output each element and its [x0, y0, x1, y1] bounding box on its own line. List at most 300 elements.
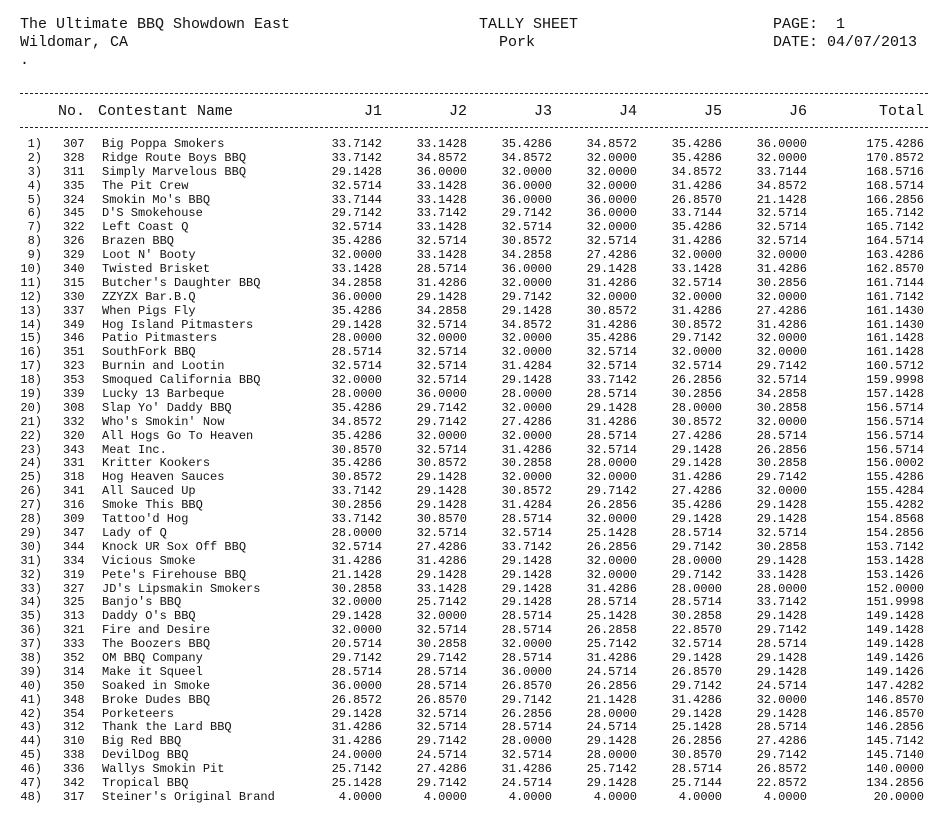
row-j2-score: 32.5714 [416, 234, 467, 249]
row-j3-score: 26.2856 [501, 706, 552, 721]
row-j2-score: 32.0000 [416, 428, 467, 443]
table-row [0, 263, 950, 277]
row-entry-no: 340 [63, 262, 85, 277]
row-rank: 6) [27, 206, 42, 221]
row-j3-score: 32.0000 [501, 275, 552, 290]
row-j6-score: 29.1428 [756, 609, 807, 624]
row-j2-score: 29.7142 [416, 775, 467, 790]
row-rank: 41) [20, 692, 42, 707]
row-contestant-name: Tattoo'd Hog [102, 512, 189, 527]
row-j5-score: 35.4286 [671, 498, 722, 513]
row-j6-score: 34.8572 [756, 178, 807, 193]
row-contestant-name: Make it Squeel [102, 664, 203, 679]
row-j1-score: 29.7142 [331, 650, 382, 665]
row-j3-score: 32.0000 [501, 428, 552, 443]
row-j1-score: 34.2858 [331, 275, 382, 290]
row-j4-score: 31.4286 [586, 275, 637, 290]
row-total-score: 156.5714 [866, 428, 924, 443]
row-j1-score: 30.2856 [331, 498, 382, 513]
row-j2-score: 33.1428 [416, 178, 467, 193]
row-total-score: 157.1428 [866, 387, 924, 402]
row-entry-no: 350 [63, 678, 85, 693]
row-total-score: 146.8570 [866, 692, 924, 707]
table-row [0, 721, 950, 735]
row-contestant-name: Lucky 13 Barbeque [102, 387, 225, 402]
row-j4-score: 27.4286 [586, 248, 637, 263]
row-total-score: 159.9998 [866, 373, 924, 388]
row-total-score: 155.4286 [866, 470, 924, 485]
row-j4-score: 32.5714 [586, 442, 637, 457]
row-contestant-name: Simply Marvelous BBQ [102, 164, 247, 179]
row-total-score: 20.0000 [873, 789, 924, 804]
row-j4-score: 32.0000 [586, 289, 637, 304]
row-rank: 27) [20, 498, 42, 513]
table-row [0, 430, 950, 444]
row-total-score: 154.2856 [866, 525, 924, 540]
row-j4-score: 29.1428 [586, 734, 637, 749]
row-j6-score: 28.5714 [756, 720, 807, 735]
row-entry-no: 354 [63, 706, 85, 721]
row-contestant-name: The Pit Crew [102, 178, 189, 193]
col-header-name: Contestant Name [98, 103, 234, 120]
row-total-score: 146.8570 [866, 706, 924, 721]
table-row [0, 569, 950, 583]
row-entry-no: 307 [63, 137, 85, 151]
row-j3-score: 32.0000 [501, 470, 552, 485]
row-j2-score: 29.7142 [416, 400, 467, 415]
row-j2-score: 30.8570 [416, 512, 467, 527]
table-row [0, 652, 950, 666]
row-rank: 4) [27, 178, 42, 193]
row-entry-no: 326 [63, 234, 85, 249]
row-j1-score: 28.5714 [331, 664, 382, 679]
row-j6-score: 26.2856 [756, 442, 807, 457]
row-entry-no: 335 [63, 178, 85, 193]
row-j1-score: 31.4286 [331, 553, 382, 568]
row-contestant-name: Slap Yo' Daddy BBQ [102, 400, 232, 415]
col-header-no: No. [58, 103, 86, 120]
row-total-score: 161.1428 [866, 331, 924, 346]
row-j4-score: 25.7142 [586, 762, 637, 777]
col-header-j6: J6 [788, 103, 807, 120]
row-contestant-name: Thank the Lard BBQ [102, 720, 232, 735]
row-j1-score: 33.7142 [331, 484, 382, 499]
row-total-score: 146.2856 [866, 720, 924, 735]
row-j3-score: 34.8572 [501, 317, 552, 332]
row-total-score: 161.7142 [866, 289, 924, 304]
row-j2-score: 32.5714 [416, 720, 467, 735]
row-j5-score: 29.1428 [671, 456, 722, 471]
row-j2-score: 28.5714 [416, 678, 467, 693]
sheet-date: DATE: 04/07/2013 [773, 34, 918, 51]
col-header-j2: J2 [448, 103, 467, 120]
table-row [0, 180, 950, 194]
row-j4-score: 25.1428 [586, 525, 637, 540]
row-j1-score: 28.0000 [331, 331, 382, 346]
row-total-score: 161.1428 [866, 345, 924, 360]
row-contestant-name: ZZYZX Bar.B.Q [102, 289, 196, 304]
row-j6-score: 30.2858 [756, 456, 807, 471]
row-rank: 38) [20, 650, 42, 665]
row-total-score: 161.7144 [866, 275, 924, 290]
row-contestant-name: DevilDog BBQ [102, 748, 189, 763]
row-total-score: 164.5714 [866, 234, 924, 249]
row-j1-score: 30.8572 [331, 470, 382, 485]
row-j2-score: 32.5714 [416, 706, 467, 721]
row-j1-score: 35.4286 [331, 234, 382, 249]
row-j6-score: 29.7142 [756, 748, 807, 763]
row-j6-score: 29.7142 [756, 470, 807, 485]
row-rank: 24) [20, 456, 42, 471]
category-name: Pork [499, 34, 536, 51]
row-j6-score: 29.7142 [756, 623, 807, 638]
row-rank: 40) [20, 678, 42, 693]
row-j3-score: 26.8570 [501, 678, 552, 693]
col-header-j3: J3 [533, 103, 552, 120]
row-j5-score: 29.7142 [671, 539, 722, 554]
row-rank: 37) [20, 637, 42, 652]
row-j5-score: 28.0000 [671, 400, 722, 415]
row-total-score: 170.8572 [866, 150, 924, 165]
row-rank: 42) [20, 706, 42, 721]
row-j1-score: 29.1428 [331, 317, 382, 332]
table-row [0, 249, 950, 263]
row-rank: 11) [20, 275, 42, 290]
row-j4-score: 25.7142 [586, 637, 637, 652]
row-entry-no: 318 [63, 470, 85, 485]
row-j3-score: 28.5714 [501, 512, 552, 527]
row-entry-no: 324 [63, 192, 85, 207]
row-j3-score: 36.0000 [501, 664, 552, 679]
row-contestant-name: Daddy O's BBQ [102, 609, 196, 624]
row-j5-score: 27.4286 [671, 428, 722, 443]
row-entry-no: 309 [63, 512, 85, 527]
row-rank: 48) [20, 789, 42, 804]
row-j5-score: 32.5714 [671, 275, 722, 290]
row-j6-score: 29.1428 [756, 706, 807, 721]
row-total-score: 160.5712 [866, 359, 924, 374]
row-j2-score: 33.1428 [416, 581, 467, 596]
row-j5-score: 28.5714 [671, 762, 722, 777]
row-contestant-name: Burnin and Lootin [102, 359, 225, 374]
row-contestant-name: Ridge Route Boys BBQ [102, 150, 247, 165]
row-j5-score: 32.5714 [671, 359, 722, 374]
row-entry-no: 315 [63, 275, 85, 290]
row-j2-score: 4.0000 [423, 789, 467, 804]
row-rank: 10) [20, 262, 42, 277]
row-j3-score: 32.5714 [501, 748, 552, 763]
table-row [0, 777, 950, 791]
row-j1-score: 24.0000 [331, 748, 382, 763]
row-j6-score: 22.8572 [756, 775, 807, 790]
row-j6-score: 27.4286 [756, 303, 807, 318]
table-row [0, 708, 950, 722]
row-j2-score: 27.4286 [416, 539, 467, 554]
row-j4-score: 21.1428 [586, 692, 637, 707]
row-j6-score: 27.4286 [756, 734, 807, 749]
row-j1-score: 29.1428 [331, 706, 382, 721]
row-j2-score: 28.5714 [416, 262, 467, 277]
row-j5-score: 32.5714 [671, 637, 722, 652]
table-row [0, 332, 950, 346]
row-j6-score: 33.7142 [756, 595, 807, 610]
row-j4-score: 34.8572 [586, 137, 637, 151]
row-total-score: 149.1428 [866, 623, 924, 638]
row-j1-score: 31.4286 [331, 720, 382, 735]
table-row [0, 749, 950, 763]
row-j3-score: 28.5714 [501, 720, 552, 735]
row-j5-score: 28.0000 [671, 581, 722, 596]
row-contestant-name: When Pigs Fly [102, 303, 196, 318]
row-j6-score: 32.0000 [756, 692, 807, 707]
row-j3-score: 30.8572 [501, 484, 552, 499]
event-title: The Ultimate BBQ Showdown East [20, 16, 291, 33]
row-j2-score: 28.5714 [416, 664, 467, 679]
row-j4-score: 32.5714 [586, 345, 637, 360]
row-j3-score: 32.0000 [501, 400, 552, 415]
row-total-score: 153.1426 [866, 567, 924, 582]
row-entry-no: 347 [63, 525, 85, 540]
row-j6-score: 32.5714 [756, 234, 807, 249]
row-total-score: 175.4286 [866, 137, 924, 151]
row-j3-score: 32.0000 [501, 637, 552, 652]
row-total-score: 145.7140 [866, 748, 924, 763]
row-j6-score: 32.0000 [756, 150, 807, 165]
row-j4-score: 28.0000 [586, 706, 637, 721]
row-rank: 22) [20, 428, 42, 443]
row-j3-score: 34.8572 [501, 150, 552, 165]
row-j6-score: 32.0000 [756, 289, 807, 304]
row-j1-score: 31.4286 [331, 734, 382, 749]
table-row [0, 735, 950, 749]
table-row [0, 694, 950, 708]
row-rank: 21) [20, 414, 42, 429]
row-j4-score: 32.0000 [586, 150, 637, 165]
row-entry-no: 321 [63, 623, 85, 638]
row-j5-score: 28.5714 [671, 525, 722, 540]
row-j1-score: 33.1428 [331, 262, 382, 277]
table-row [0, 541, 950, 555]
row-contestant-name: Vicious Smoke [102, 553, 196, 568]
row-j5-score: 27.4286 [671, 484, 722, 499]
row-j2-score: 27.4286 [416, 762, 467, 777]
row-entry-no: 329 [63, 248, 85, 263]
table-row [0, 152, 950, 166]
row-rank: 34) [20, 595, 42, 610]
row-j5-score: 33.7144 [671, 206, 722, 221]
row-total-score: 168.5714 [866, 178, 924, 193]
row-entry-no: 327 [63, 581, 85, 596]
row-j6-score: 28.5714 [756, 637, 807, 652]
row-j4-score: 32.5714 [586, 359, 637, 374]
row-j2-score: 29.1428 [416, 484, 467, 499]
row-j6-score: 29.1428 [756, 498, 807, 513]
row-contestant-name: Broke Dudes BBQ [102, 692, 211, 707]
row-rank: 16) [20, 345, 42, 360]
row-total-score: 161.1430 [866, 317, 924, 332]
row-rank: 23) [20, 442, 42, 457]
row-j3-score: 36.0000 [501, 192, 552, 207]
row-contestant-name: Big Red BBQ [102, 734, 182, 749]
table-row [0, 388, 950, 402]
row-entry-no: 349 [63, 317, 85, 332]
row-j6-score: 29.1428 [756, 650, 807, 665]
row-j5-score: 29.1428 [671, 512, 722, 527]
row-j3-score: 31.4286 [501, 442, 552, 457]
table-row [0, 471, 950, 485]
row-j3-score: 32.0000 [501, 331, 552, 346]
row-j3-score: 31.4284 [501, 498, 552, 513]
row-j4-score: 32.0000 [586, 470, 637, 485]
row-j5-score: 35.4286 [671, 220, 722, 235]
table-row [0, 610, 950, 624]
row-j3-score: 4.0000 [508, 789, 552, 804]
row-j6-score: 30.2858 [756, 400, 807, 415]
row-j5-score: 30.8572 [671, 414, 722, 429]
tally-table [0, 138, 950, 805]
row-entry-no: 337 [63, 303, 85, 318]
row-total-score: 156.5714 [866, 414, 924, 429]
table-row [0, 763, 950, 777]
row-j4-score: 29.7142 [586, 484, 637, 499]
header-dot: . [20, 52, 30, 69]
row-j5-score: 35.4286 [671, 150, 722, 165]
row-j4-score: 32.0000 [586, 512, 637, 527]
row-j6-score: 29.1428 [756, 664, 807, 679]
row-j4-score: 28.0000 [586, 748, 637, 763]
row-j1-score: 33.7142 [331, 150, 382, 165]
row-j5-score: 26.8570 [671, 192, 722, 207]
row-j2-score: 32.5714 [416, 317, 467, 332]
row-entry-no: 311 [63, 164, 85, 179]
col-header-j5: J5 [703, 103, 722, 120]
row-j3-score: 28.0000 [501, 387, 552, 402]
row-total-score: 165.7142 [866, 220, 924, 235]
row-entry-no: 333 [63, 637, 85, 652]
row-j2-score: 32.5714 [416, 442, 467, 457]
row-j5-score: 32.0000 [671, 248, 722, 263]
table-row [0, 457, 950, 471]
row-contestant-name: D'S Smokehouse [102, 206, 203, 221]
row-j5-score: 30.2856 [671, 387, 722, 402]
row-rank: 8) [27, 234, 42, 249]
row-entry-no: 341 [63, 484, 85, 499]
row-j3-score: 29.1428 [501, 567, 552, 582]
row-j2-score: 29.1428 [416, 498, 467, 513]
row-entry-no: 336 [63, 762, 85, 777]
row-total-score: 168.5716 [866, 164, 924, 179]
row-contestant-name: All Hogs Go To Heaven [102, 428, 254, 443]
row-contestant-name: All Sauced Up [102, 484, 196, 499]
table-row [0, 624, 950, 638]
row-j3-score: 29.1428 [501, 595, 552, 610]
table-row [0, 444, 950, 458]
row-j1-score: 35.4286 [331, 400, 382, 415]
row-j2-score: 29.1428 [416, 289, 467, 304]
row-j4-score: 32.0000 [586, 178, 637, 193]
row-j5-score: 26.2856 [671, 734, 722, 749]
table-row [0, 374, 950, 388]
row-total-score: 155.4284 [866, 484, 924, 499]
row-contestant-name: Smoqued California BBQ [102, 373, 261, 388]
row-entry-no: 346 [63, 331, 85, 346]
row-j5-score: 25.1428 [671, 720, 722, 735]
row-j6-score: 31.4286 [756, 262, 807, 277]
row-entry-no: 353 [63, 373, 85, 388]
row-j6-score: 32.5714 [756, 220, 807, 235]
row-contestant-name: Hog Island Pitmasters [102, 317, 254, 332]
row-j3-score: 27.4286 [501, 414, 552, 429]
row-entry-no: 313 [63, 609, 85, 624]
row-contestant-name: Left Coast Q [102, 220, 189, 235]
row-j5-score: 30.2858 [671, 609, 722, 624]
row-j5-score: 32.0000 [671, 289, 722, 304]
row-rank: 44) [20, 734, 42, 749]
row-j6-score: 29.7142 [756, 359, 807, 374]
row-rank: 32) [20, 567, 42, 582]
row-total-score: 140.0000 [866, 762, 924, 777]
row-j4-score: 28.5714 [586, 387, 637, 402]
row-entry-no: 310 [63, 734, 85, 749]
row-j3-score: 28.0000 [501, 734, 552, 749]
table-row [0, 513, 950, 527]
row-entry-no: 322 [63, 220, 85, 235]
table-row [0, 277, 950, 291]
row-j4-score: 36.0000 [586, 192, 637, 207]
row-contestant-name: Banjo's BBQ [102, 595, 182, 610]
table-row [0, 207, 950, 221]
row-rank: 39) [20, 664, 42, 679]
row-j4-score: 25.1428 [586, 609, 637, 624]
row-total-score: 149.1426 [866, 664, 924, 679]
row-j5-score: 29.1428 [671, 442, 722, 457]
row-j4-score: 26.2858 [586, 623, 637, 638]
row-j4-score: 24.5714 [586, 664, 637, 679]
row-rank: 14) [20, 317, 42, 332]
row-j2-score: 31.4286 [416, 553, 467, 568]
row-j1-score: 28.0000 [331, 387, 382, 402]
row-total-score: 153.7142 [866, 539, 924, 554]
row-j4-score: 4.0000 [593, 789, 637, 804]
row-j3-score: 29.7142 [501, 692, 552, 707]
row-rank: 26) [20, 484, 42, 499]
row-j1-score: 20.5714 [331, 637, 382, 652]
row-rank: 47) [20, 775, 42, 790]
row-j4-score: 29.1428 [586, 262, 637, 277]
row-rank: 31) [20, 553, 42, 568]
row-j2-score: 26.8570 [416, 692, 467, 707]
row-j3-score: 29.7142 [501, 289, 552, 304]
row-j6-score: 32.5714 [756, 206, 807, 221]
row-rank: 25) [20, 470, 42, 485]
row-j5-score: 29.7142 [671, 331, 722, 346]
row-rank: 17) [20, 359, 42, 374]
row-entry-no: 328 [63, 150, 85, 165]
table-row [0, 138, 950, 152]
row-j5-score: 29.1428 [671, 706, 722, 721]
row-j5-score: 29.7142 [671, 567, 722, 582]
row-rank: 9) [27, 248, 42, 263]
row-j3-score: 31.4284 [501, 359, 552, 374]
table-row [0, 666, 950, 680]
row-j5-score: 28.5714 [671, 595, 722, 610]
row-j3-score: 29.1428 [501, 581, 552, 596]
table-row [0, 527, 950, 541]
row-j6-score: 32.0000 [756, 414, 807, 429]
row-j1-score: 25.1428 [331, 775, 382, 790]
row-j6-score: 32.0000 [756, 248, 807, 263]
row-contestant-name: Steiner's Original Brand [102, 789, 275, 804]
